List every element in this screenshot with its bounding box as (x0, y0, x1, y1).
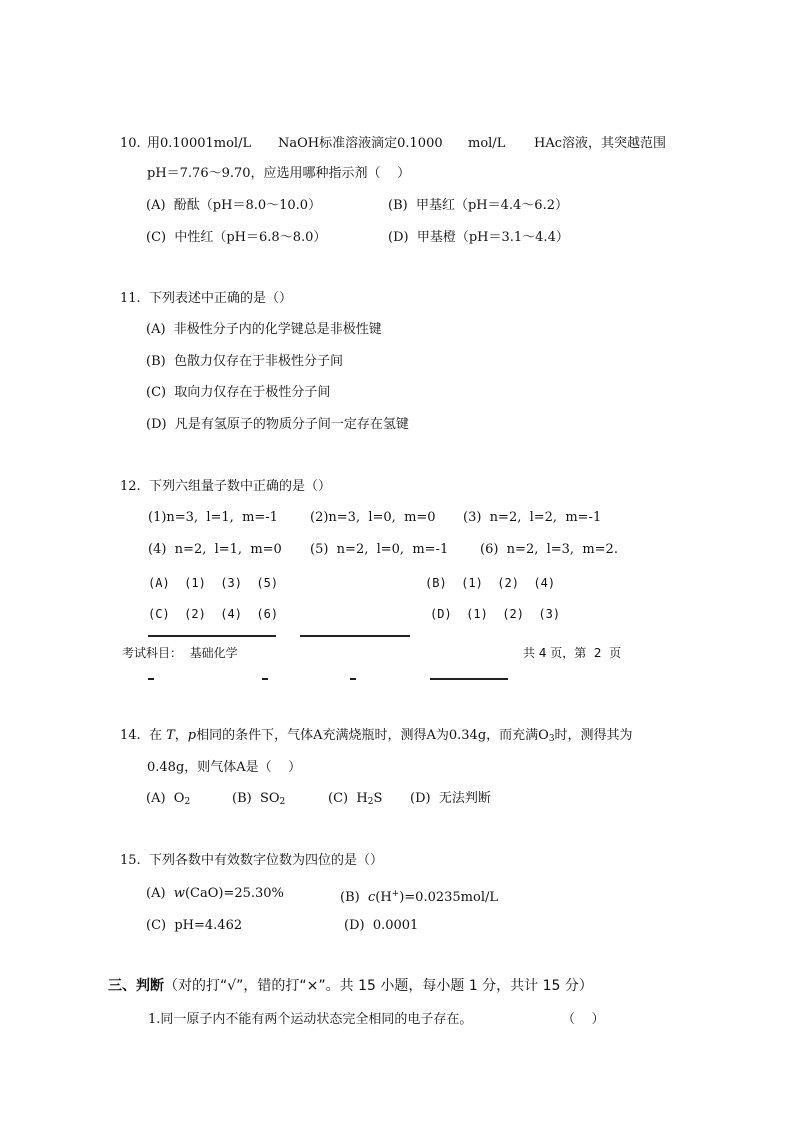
q12-option-a: (A) (1) (3) (5) (148, 576, 279, 590)
q12-quantum-set-5: (5) n=2, l=0, m=-1 (310, 542, 449, 557)
q10-stem-line2: pH＝7.76～9.70，应选用哪种指示剂（ ） (147, 166, 411, 181)
q12-quantum-set-1: (1)n=3, l=1, m=-1 (148, 510, 278, 525)
q15-option-d: (D) 0.0001 (344, 918, 419, 933)
q14-option-b-sub: 2 (279, 797, 286, 807)
section-3-title: 三、判断 (108, 978, 164, 994)
q14-stem-line1 (120, 728, 633, 747)
q15-option-b-label: (B) (340, 890, 368, 905)
footer-page-number: 共 4 页，第 2 页 (523, 646, 622, 660)
q12-stem: 12. 下列六组量子数中正确的是（） (120, 479, 331, 494)
q14-stem-line2: 0.48g，则气体A是（ ） (147, 760, 302, 775)
q14-option-a (146, 791, 190, 810)
q14-sub-3: 3 (548, 734, 555, 744)
q14-option-d: (D) 无法判断 (410, 791, 491, 806)
clipped-text-fragment (300, 635, 410, 637)
q15-option-b-value: )=0.0235mol/L (399, 890, 498, 905)
q14-var-t: T (166, 728, 175, 743)
q12-quantum-set-6: (6) n=2, l=3, m=2. (480, 542, 618, 557)
q14-stem-a: 14. 在 (120, 728, 162, 743)
q15-option-c: (C) pH=4.462 (146, 918, 243, 933)
q15-var-c: c (367, 890, 376, 905)
q15-option-b-sup: + (391, 889, 400, 899)
judgement-question-1: 1.同一原子内不能有两个运动状态完全相同的电子存在。 (148, 1012, 473, 1027)
q15-option-b-mid: (H (375, 890, 392, 905)
q11-option-d: (D) 凡是有氢原子的物质分子间一定存在氢键 (146, 417, 409, 432)
clipped-text-fragment (430, 678, 508, 680)
q12-quantum-set-2: (2)n=3, l=0, m=0 (310, 510, 436, 525)
q10-number: 10. (120, 136, 141, 151)
q14-option-c-text: (C) H (328, 791, 368, 806)
q14-option-a-sub: 2 (184, 797, 191, 807)
q11-option-c: (C) 取向力仅存在于极性分子间 (146, 385, 331, 400)
footer-subject: 考试科目： 基础化学 (122, 646, 238, 660)
page-footer-band (0, 638, 794, 676)
judgement-answer-blank-1: （ ） (562, 1012, 605, 1027)
q15-option-a-value: (CaO)=25.30% (184, 886, 284, 901)
q14-var-p: p (187, 728, 197, 743)
q12-option-c: (C) (2) (4) (6) (148, 607, 279, 621)
section-3-description: （对的打“√”，错的打“×”。共 15 小题，每小题 1 分，共计 15 分） (164, 978, 593, 994)
q12-quantum-set-4: (4) n=2, l=1, m=0 (148, 542, 282, 557)
q10-stem-part4: HAc溶液，其突越范围 (534, 136, 667, 151)
q12-quantum-set-3: (3) n=2, l=2, m=-1 (463, 510, 602, 525)
q11-stem: 11. 下列表述中正确的是（） (120, 291, 292, 306)
clipped-text-fragment (350, 678, 356, 680)
section-3-heading (108, 978, 593, 994)
clipped-text-fragment (262, 678, 268, 680)
q15-stem: 15. 下列各数中有效数字位数为四位的是（） (120, 853, 383, 868)
q14-option-c (328, 791, 382, 810)
q10-option-d: (D) 甲基橙（pH＝3.1～4.4） (388, 230, 569, 245)
q14-option-b (232, 791, 285, 810)
q10-stem-part2: NaOH标准溶液滴定0.1000 (278, 136, 443, 151)
q15-option-b (340, 886, 498, 906)
q14-stem-c: 时，测得其为 (554, 728, 633, 743)
q11-option-a: (A) 非极性分子内的化学键总是非极性键 (146, 322, 382, 337)
q12-option-d: (D) (1) (2) (3) (430, 607, 561, 621)
q14-option-a-text: (A) O (146, 791, 185, 806)
q15-var-w: w (173, 886, 185, 901)
q12-option-b: (B) (1) (2) (4) (425, 576, 556, 590)
q15-option-a (146, 886, 284, 902)
q14-option-c-tail: S (373, 791, 383, 806)
q14-option-c-sub: 2 (367, 797, 374, 807)
clipped-text-fragment (148, 635, 276, 637)
q14-comma: ， (174, 728, 188, 743)
q10-option-a: (A) 酚酞（pH＝8.0～10.0） (146, 198, 322, 213)
q15-option-a-label: (A) (146, 886, 174, 901)
q10-option-c: (C) 中性红（pH＝6.8～8.0） (146, 230, 327, 245)
q14-option-b-text: (B) SO (232, 791, 280, 806)
q10-option-b: (B) 甲基红（pH＝4.4～6.2） (388, 198, 568, 213)
q14-stem-b: 相同的条件下，气体A充满烧瓶时，测得A为0.34g，而充满O (196, 728, 549, 743)
q10-stem-part1: 用0.10001mol/L (147, 136, 252, 151)
q11-option-b: (B) 色散力仅存在于非极性分子间 (146, 354, 343, 369)
clipped-text-fragment (148, 678, 154, 680)
q10-stem-part3: mol/L (468, 136, 506, 151)
